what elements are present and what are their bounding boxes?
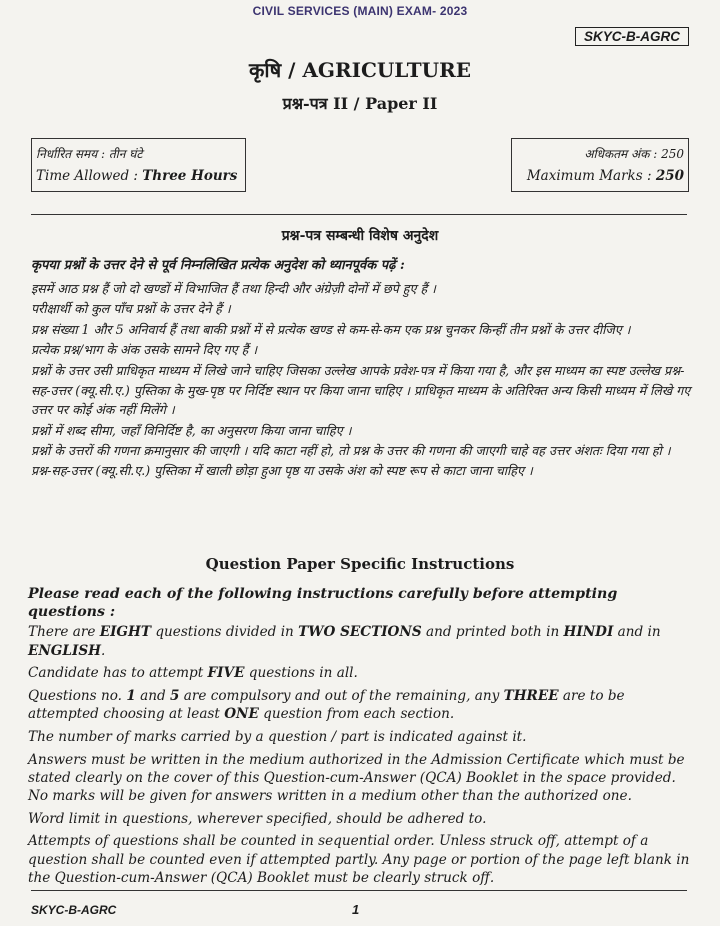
top-divider	[31, 214, 687, 215]
hindi-instruction-item: प्रश्नों में शब्द सीमा, जहाँ विनिर्दिष्ट है, का अनुसरण किया जाना चाहिए ।	[31, 422, 352, 438]
english-instruction-item: Word limit in questions, wherever specified, should be adhered to.	[28, 810, 487, 827]
english-instruction-item: There are EIGHT questions divided in TWO SECTIONS and printed both in HINDI and in ENGLISH.	[28, 624, 661, 659]
english-instruction-item: The number of marks carried by a question / part is indicated against it.	[28, 728, 527, 745]
english-instructions	[28, 585, 692, 892]
hindi-instructions-lead: कृपया प्रश्नों के उत्तर देने से पूर्व निम्नलिखित प्रत्येक अनुदेश को ध्यानपूर्वक पढ़ें :	[31, 258, 405, 273]
exam-title: CIVIL SERVICES (MAIN) EXAM- 2023	[252, 4, 468, 18]
paper-code-box: SKYC-B-AGRC	[575, 27, 689, 46]
subject-title: कृषि / AGRICULTURE	[249, 58, 471, 82]
english-instruction-item: Attempts of questions shall be counted in sequential order. Unless struck off, attempt of a question shall be counted even if attempted partly. Any page or portion of the page left blank in the Question-cum-Answer (QCA) Booklet must be clearly struck off.	[28, 833, 690, 886]
bottom-divider	[31, 890, 687, 891]
english-instruction-item: Candidate has to attempt FIVE questions in all.	[28, 665, 358, 682]
english-instruction-item: Answers must be written in the medium authorized in the Admission Certificate which must be stated clearly on the cover of this Question-cum-Answer (QCA) Booklet in the space provided. No marks will be given for answers written in a medium other than the authorized one.	[28, 751, 685, 805]
english-instructions-lead: Please read each of the following instructions carefully before attempting questions :	[28, 586, 618, 621]
hindi-instruction-item: प्रश्नों के उत्तरों की गणना क्रमानुसार की जाएगी । यदि काटा नहीं हो, तो प्रश्न के उत्तर की गणना की जाएगी चाहे वह उत्तर अंशतः दिया गया हो । प्रश्न-सह-उत्तर (क्यू.सी.ए.) पुस्तिका में खाली छोड़ा हुआ पृष्ठ या उसके अंश को स्पष्ट रूप से काटा जाना चाहिए ।	[31, 443, 671, 478]
maximum-marks-hindi: अधिकतम अंक : 250	[584, 147, 684, 161]
hindi-instruction-item: प्रत्येक प्रश्न/भाग के अंक उसके सामने दिए गए हैं ।	[31, 342, 258, 358]
hindi-instruction-item: प्रश्न संख्या 1 और 5 अनिवार्य हैं तथा बाकी प्रश्नों में से प्रत्येक खण्ड से कम-से-कम एक प्रश्न चुनकर किन्हीं तीन प्रश्नों के उत्तर दीजिए ।	[31, 321, 631, 337]
time-allowed-english: Time Allowed : Three Hours	[36, 168, 238, 184]
footer-paper-code: SKYC-B-AGRC	[31, 903, 117, 917]
english-instructions-heading: Question Paper Specific Instructions	[205, 555, 515, 573]
hindi-instructions	[31, 256, 691, 482]
page-number: 1	[352, 902, 360, 917]
time-allowed-value: Three Hours	[142, 168, 238, 184]
maximum-marks-box	[511, 138, 689, 192]
maximum-marks-english: Maximum Marks : 250	[526, 168, 684, 184]
hindi-instruction-item: प्रश्नों के उत्तर उसी प्राधिकृत माध्यम में लिखे जाने चाहिए जिसका उल्लेख आपके प्रवेश-पत्र में किया गया है, और इस माध्यम का स्पष्ट उल्लेख प्रश्न-सह-उत्तर (क्यू.सी.ए.) पुस्तिका के मुख-पृष्ठ पर निर्दिष्ट स्थान पर किया जाना चाहिए । प्राधिकृत माध्यम के अतिरिक्त अन्य किसी माध्यम में लिखे गए उत्तर पर कोई अंक नहीं मिलेंगे ।	[31, 362, 691, 418]
english-instruction-item: Questions no. 1 and 5 are compulsory and out of the remaining, any THREE are to be attempted choosing at least ONE question from each section.	[28, 688, 625, 723]
time-allowed-box	[31, 138, 246, 192]
hindi-instruction-item: इसमें आठ प्रश्न हैं जो दो खण्डों में विभाजित हैं तथा हिन्दी और अंग्रेज़ी दोनों में छपे हुए हैं ।	[31, 280, 436, 296]
hindi-instructions-heading: प्रश्न-पत्र सम्बन्धी विशेष अनुदेश	[281, 228, 439, 244]
paper-title: प्रश्न-पत्र II / Paper II	[282, 94, 438, 113]
time-allowed-hindi: निर्धारित समय : तीन घंटे	[36, 147, 143, 161]
hindi-instruction-item: परीक्षार्थी को कुल पाँच प्रश्नों के उत्तर देने हैं ।	[31, 301, 231, 317]
maximum-marks-value: 250	[655, 168, 684, 184]
